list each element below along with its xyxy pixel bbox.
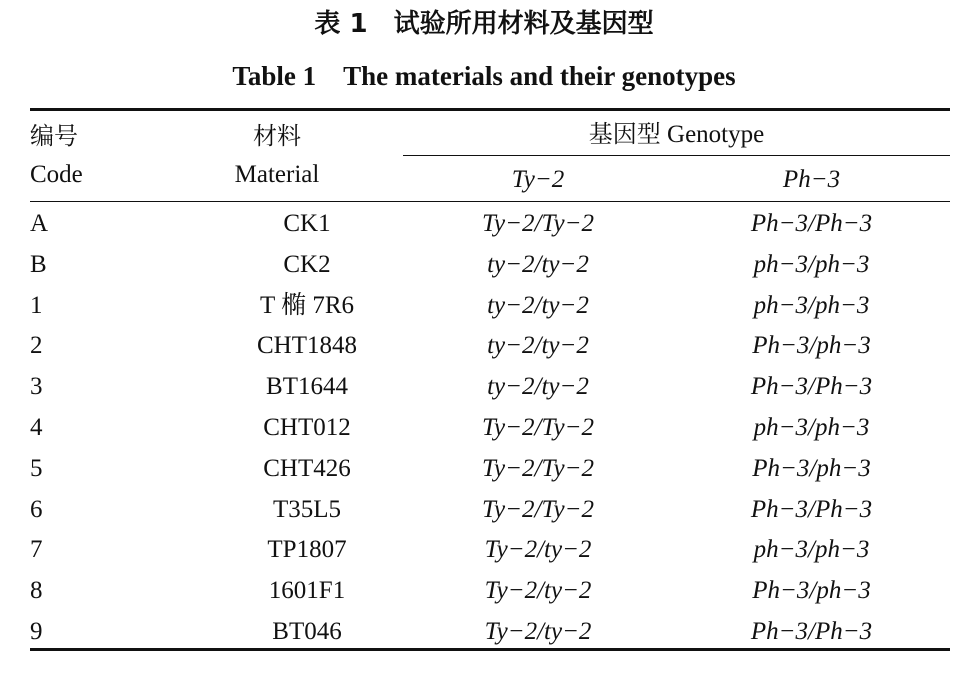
- header-genotype-english: Genotype: [667, 121, 765, 148]
- cell-ph3: ph−3/ph−3: [753, 250, 870, 278]
- cell-ph3: Ph−3/Ph−3: [750, 210, 873, 237]
- cell-material: BT1644: [266, 373, 348, 401]
- cell-code: 1: [30, 291, 43, 319]
- table-row: [30, 612, 950, 653]
- cell-code: 5: [30, 454, 43, 482]
- table-row: [30, 204, 950, 245]
- cell-code: 8: [30, 577, 43, 605]
- header-code-chinese: 编号: [30, 122, 78, 150]
- cell-material: BT046: [272, 617, 342, 645]
- cell-material: T35L5: [272, 495, 342, 523]
- header-genotype-chinese: 基因型: [588, 120, 661, 148]
- header-ty2: Ty−2: [511, 166, 565, 193]
- header-code-english: Code: [30, 161, 83, 188]
- cell-ty2: Ty−2/Ty−2: [482, 210, 594, 237]
- cell-ph3: Ph−3/ph−3: [752, 577, 871, 605]
- cell-ph3: Ph−3/ph−3: [752, 454, 871, 482]
- cell-ty2: Ty−2/Ty−2: [482, 495, 594, 523]
- table-row: [30, 490, 950, 531]
- cell-material: 1601F1: [268, 577, 346, 605]
- cell-code: 3: [30, 373, 43, 401]
- table-title-chinese: 表 1 试验所用材料及基因型: [314, 9, 654, 39]
- table-row: [30, 367, 950, 408]
- cell-code: 7: [30, 536, 43, 564]
- cell-ty2: Ty−2/ty−2: [484, 536, 592, 564]
- top-rule: [30, 108, 950, 111]
- cell-code: 2: [30, 332, 43, 360]
- cell-code: A: [30, 210, 49, 237]
- table-row: [30, 286, 950, 327]
- table-title-english: Table 1 The materials and their genotypes: [232, 61, 736, 91]
- cell-ty2: Ty−2/ty−2: [484, 577, 592, 605]
- header-material-english: Material: [234, 161, 320, 188]
- cell-ty2: Ty−2/Ty−2: [482, 454, 594, 482]
- header-ph3: Ph−3: [782, 166, 841, 193]
- cell-code: 4: [30, 413, 43, 441]
- table-row: [30, 408, 950, 449]
- cell-material: CK2: [283, 250, 331, 278]
- cell-material: CHT1848: [257, 332, 357, 360]
- cell-code: 6: [30, 495, 43, 523]
- cell-code: 9: [30, 617, 43, 645]
- cell-ph3: Ph−3/Ph−3: [750, 617, 873, 645]
- cell-material: CK1: [283, 210, 331, 237]
- cell-material: CHT426: [263, 454, 351, 482]
- cell-material: CHT012: [263, 413, 351, 441]
- cell-ty2: ty−2/ty−2: [487, 373, 589, 401]
- cell-ty2: ty−2/ty−2: [487, 291, 589, 319]
- cell-ph3: Ph−3/ph−3: [752, 332, 871, 360]
- cell-ph3: Ph−3/Ph−3: [750, 495, 873, 523]
- cell-ty2: Ty−2/ty−2: [484, 617, 592, 645]
- table-row: [30, 326, 950, 367]
- table-row: [30, 571, 950, 612]
- cell-material: T 椭 7R6: [260, 291, 354, 319]
- header-rule: [30, 201, 950, 202]
- table-row: [30, 530, 950, 571]
- cell-material: TP1807: [267, 536, 347, 564]
- cell-ph3: ph−3/ph−3: [753, 291, 870, 319]
- cell-code: B: [30, 250, 47, 278]
- cell-ty2: Ty−2/Ty−2: [482, 413, 594, 441]
- cell-ph3: ph−3/ph−3: [753, 536, 870, 564]
- table-row: [30, 449, 950, 490]
- cell-ph3: ph−3/ph−3: [753, 413, 870, 441]
- genotype-span-rule: [403, 155, 950, 156]
- table-row: [30, 245, 950, 286]
- header-material-chinese: 材料: [253, 122, 301, 150]
- table-body: [30, 204, 950, 653]
- cell-ty2: ty−2/ty−2: [487, 332, 589, 360]
- cell-ph3: Ph−3/Ph−3: [750, 373, 873, 401]
- cell-ty2: ty−2/ty−2: [487, 250, 589, 278]
- header-genotype: [403, 116, 950, 153]
